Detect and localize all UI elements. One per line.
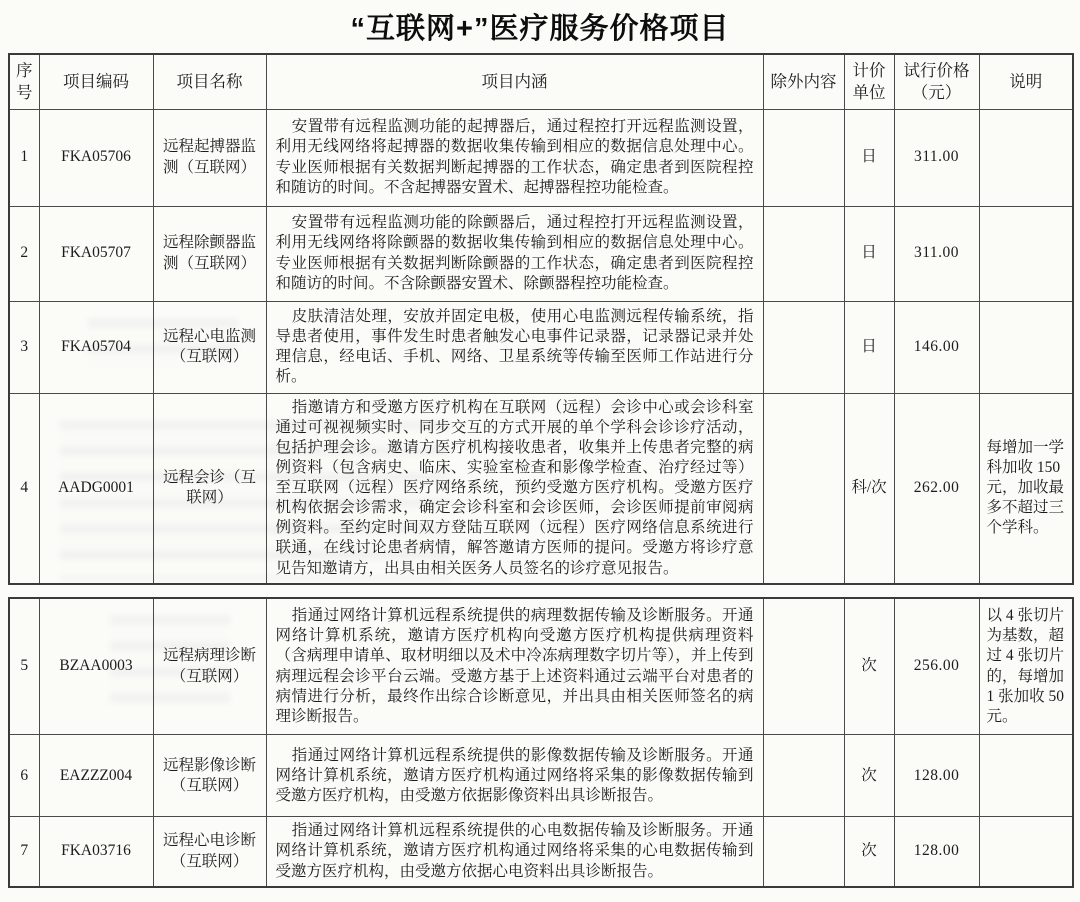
cell-note: [979, 301, 1073, 393]
cell-content: 皮肤清洁处理，安放并固定电极，使用心电监测远程传输系统，指导患者使用，事件发生时患者触发心电事件记录器，记录器记录并处理信息，经电话、手机、网络、卫星系统等传输至医师工作站进行分析。: [266, 301, 763, 393]
cell-price: 311.00: [894, 206, 979, 301]
page-break-gap: [8, 585, 1072, 597]
cell-code: BZAA0003: [39, 598, 153, 735]
table-row: [9, 598, 1073, 735]
price-table-section-2: [8, 597, 1074, 888]
cell-code: EAZZZ004: [39, 735, 153, 817]
cell-code: AADG0001: [39, 393, 153, 584]
cell-excluded: [763, 109, 844, 206]
cell-index: 6: [9, 735, 39, 817]
cell-price: 128.00: [894, 735, 979, 817]
table-row: [9, 735, 1073, 817]
cell-content: 指邀请方和受邀方医疗机构在互联网（远程）会诊中心或会诊科室通过可视视频实时、同步交互的方式开展的单个学科会诊诊疗活动，包括护理会诊。邀请方医疗机构接收患者，收集并上传患者完整的病例资料（包含病史、临床、实验室检查和影像学检查、治疗经过等）至互联网（远程）医疗网络系统，预约受邀方医疗机构。受邀方医疗机构依据会诊需求，确定会诊科室和会诊医师，会诊医师提前审阅病例资料。至约定时间双方登陆互联网（远程）医疗网络信息系统进行联通，在线讨论患者病情，解答邀请方医师的提问。受邀方将诊疗意见告知邀请方，出具由相关医务人员签名的诊疗意见报告。: [266, 393, 763, 584]
cell-unit: 次: [844, 735, 894, 817]
table-row: [9, 817, 1073, 887]
header-row: [9, 54, 1073, 109]
table-row: [9, 206, 1073, 301]
cell-unit: 日: [844, 109, 894, 206]
cell-note: [979, 817, 1073, 887]
cell-unit: 次: [844, 817, 894, 887]
cell-excluded: [763, 301, 844, 393]
cell-name: 远程心电诊断（互联网）: [153, 817, 266, 887]
col-header-excluded: 除外内容: [763, 54, 844, 109]
cell-name: 远程病理诊断（互联网）: [153, 598, 266, 735]
page-title: “互联网+”医疗服务价格项目: [350, 13, 730, 45]
cell-excluded: [763, 817, 844, 887]
cell-index: 3: [9, 301, 39, 393]
col-header-unit: 计价单位: [844, 54, 894, 109]
cell-unit: 日: [844, 206, 894, 301]
cell-index: 4: [9, 393, 39, 584]
col-header-index: 序号: [9, 54, 39, 109]
cell-price: 146.00: [894, 301, 979, 393]
col-header-price: 试行价格（元）: [894, 54, 979, 109]
table-row: [9, 109, 1073, 206]
cell-name: 远程心电监测（互联网）: [153, 301, 266, 393]
col-header-code: 项目编码: [39, 54, 153, 109]
cell-code: FKA05706: [39, 109, 153, 206]
col-header-note: 说明: [979, 54, 1073, 109]
cell-note: 每增加一学科加收 150 元，加收最多不超过三个学科。: [979, 393, 1073, 584]
cell-content: 指通过网络计算机远程系统提供的影像数据传输及诊断服务。开通网络计算机系统，邀请方医疗机构通过网络将采集的影像数据传输到受邀方医疗机构，由受邀方依据影像资料出具诊断报告。: [266, 735, 763, 817]
cell-index: 2: [9, 206, 39, 301]
cell-price: 311.00: [894, 109, 979, 206]
cell-note: [979, 109, 1073, 206]
cell-name: 远程会诊（互联网）: [153, 393, 266, 584]
cell-excluded: [763, 735, 844, 817]
cell-content: 指通过网络计算机远程系统提供的心电数据传输及诊断服务。开通网络计算机系统，邀请方医疗机构通过网络将采集的心电数据传输到受邀方医疗机构，由受邀方依据心电资料出具诊断报告。: [266, 817, 763, 887]
cell-index: 7: [9, 817, 39, 887]
cell-note: [979, 206, 1073, 301]
cell-note: [979, 735, 1073, 817]
cell-code: FKA05704: [39, 301, 153, 393]
cell-code: FKA05707: [39, 206, 153, 301]
table-row: [9, 301, 1073, 393]
cell-name: 远程除颤器监测（互联网）: [153, 206, 266, 301]
cell-content: 安置带有远程监测功能的除颤器后，通过程控打开远程监测设置，利用无线网络将除颤器的数据收集传输到相应的数据信息处理中心。专业医师根据有关数据判断除颤器的工作状态，确定患者到医院程控和随访的时间。不含除颤器安置术、除颤器程控功能检查。: [266, 206, 763, 301]
cell-price: 262.00: [894, 393, 979, 584]
cell-name: 远程影像诊断（互联网）: [153, 735, 266, 817]
cell-unit: 科/次: [844, 393, 894, 584]
cell-price: 256.00: [894, 598, 979, 735]
price-table-section-1: [8, 53, 1074, 585]
cell-index: 1: [9, 109, 39, 206]
col-header-content: 项目内涵: [266, 54, 763, 109]
cell-note: 以 4 张切片为基数，超过 4 张切片的，每增加 1 张加收 50 元。: [979, 598, 1073, 735]
price-table: [8, 53, 1072, 888]
cell-code: FKA03716: [39, 817, 153, 887]
cell-unit: 次: [844, 598, 894, 735]
cell-price: 128.00: [894, 817, 979, 887]
cell-index: 5: [9, 598, 39, 735]
cell-content: 指通过网络计算机远程系统提供的病理数据传输及诊断服务。开通网络计算机系统，邀请方医疗机构向受邀方医疗机构提供病理资料（含病理申请单、取材明细以及术中冷冻病理数字切片等），并上传到病理远程会诊平台云端。受邀方基于上述资料通过云端平台对患者的病情进行分析，最终作出综合诊断意见，并出具由相关医师签名的病理诊断报告。: [266, 598, 763, 735]
cell-content: 安置带有远程监测功能的起搏器后，通过程控打开远程监测设置，利用无线网络将起搏器的数据收集传输到相应的数据信息处理中心。专业医师根据有关数据判断起搏器的工作状态，确定患者到医院程控和随访的时间。不含起搏器安置术、起搏器程控功能检查。: [266, 109, 763, 206]
col-header-name: 项目名称: [153, 54, 266, 109]
cell-name: 远程起搏器监测（互联网）: [153, 109, 266, 206]
table-row: [9, 393, 1073, 584]
cell-excluded: [763, 206, 844, 301]
cell-excluded: [763, 598, 844, 735]
cell-excluded: [763, 393, 844, 584]
cell-unit: 日: [844, 301, 894, 393]
